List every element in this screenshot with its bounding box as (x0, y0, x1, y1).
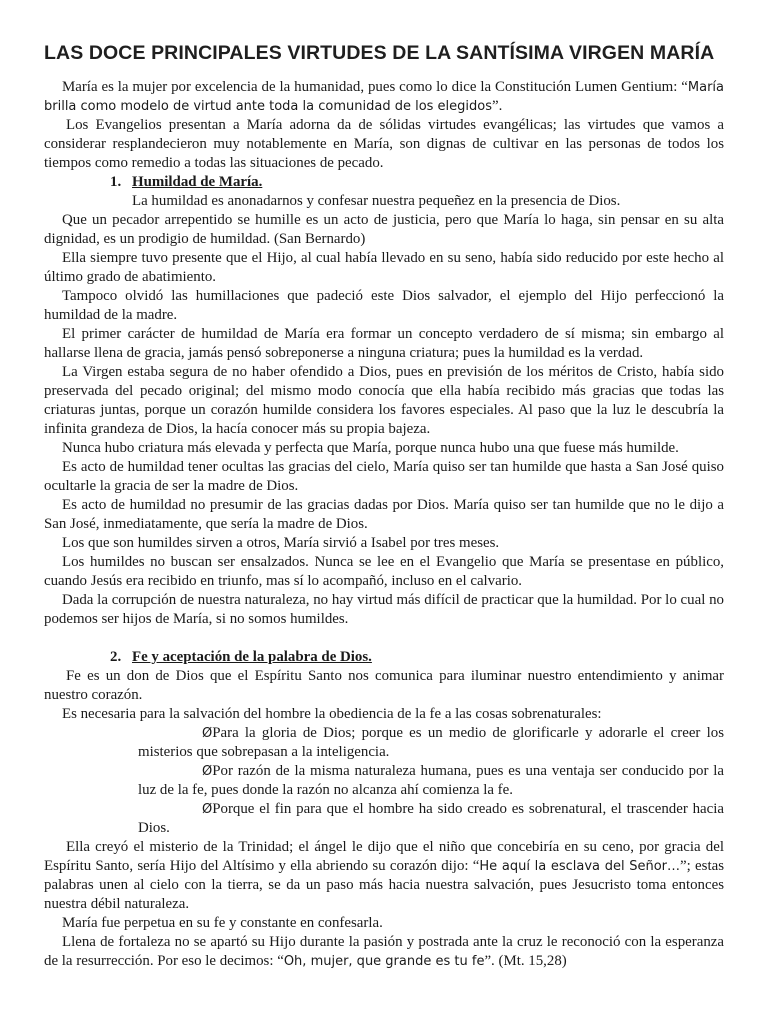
intro-paragraph-2: Los Evangelios presentan a María adorna da de sólidas virtudes evangélicas; las virtudes que vamos a considerar resplandecieron muy notablemente en María, son dignas de cultivar en las personas de todos los tiempos como remedio a todas las situaciones de pecado. (44, 117, 724, 171)
document-title: LAS DOCE PRINCIPALES VIRTUDES DE LA SANTÍSIMA VIRGEN MARÍA (44, 42, 715, 64)
section-1-number: 1. (110, 174, 122, 190)
section-1-title: Humildad de María. (132, 174, 263, 190)
section-1-paragraph: Dada la corrupción de nuestra naturaleza, no hay virtud más difícil de practicar que la humildad. Por lo cual no podemos ser hijos de María, si no somos humildes. (44, 592, 724, 627)
section-1-paragraph: Ella siempre tuvo presente que el Hijo, al cual había llevado en su seno, había sido reducido por este hecho al último grado de abatimiento. (44, 250, 724, 285)
section-1-heading (110, 173, 724, 192)
section-2-paragraph: María fue perpetua en su fe y constante en confesarla. (62, 915, 383, 931)
section-1-paragraph: Tampoco olvidó las humillaciones que padeció este Dios salvador, el ejemplo del Hijo perfeccionó la humildad de la madre. (44, 288, 724, 323)
arrow-bullet-icon: Ø (202, 802, 213, 817)
section-2-number: 2. (110, 649, 122, 665)
section-1-paragraph: Los que son humildes sirven a otros, María sirvió a Isabel por tres meses. (62, 535, 500, 551)
section-2-heading (110, 648, 724, 667)
section-spacer (44, 629, 724, 648)
bullet-text: Para la gloria de Dios; porque es un medio de glorificarle y adorarle el creer los misterios que sobrepasan a la inteligencia. (138, 725, 724, 760)
section-1-paragraph: Los humildes no buscan ser ensalzados. Nunca se lee en el Evangelio que María se presentase en público, cuando Jesús era recibido en triunfo, mas sí lo acompañó, incluso en el calvario. (44, 554, 724, 589)
quote-text: He aquí la esclava del Señor… (479, 859, 681, 874)
section-1-paragraph: Nunca hubo criatura más elevada y perfecta que María, porque nunca hubo una que fuese más humilde. (62, 440, 679, 456)
document-body (44, 78, 724, 971)
section-1-paragraph: Es acto de humildad tener ocultas las gracias del cielo, María quiso ser tan humilde que hasta a San José quiso ocultarle la gracia de ser la madre de Dios. (44, 459, 724, 494)
intro-quote: María brilla como modelo de virtud ante toda la comunidad de los elegidos (44, 80, 724, 114)
section-2-paragraph: Fe es un don de Dios que el Espíritu Santo nos comunica para iluminar nuestro entendimiento y animar nuestro corazón. (44, 668, 724, 703)
section-1-paragraph: El primer carácter de humildad de María era formar un concepto verdadero de sí misma; sin embargo al hallarse llena de gracia, jamás pensó sobreponerse a ninguna criatura; pues la humildad es la verdad. (44, 326, 724, 361)
paragraph-text: Llena de fortaleza no se apartó su Hijo durante la pasión y postrada ante la cruz le reconoció con la esperanza de la resurrección. Por eso le decimos: “ (44, 934, 724, 969)
bullet-item (138, 800, 724, 838)
bullet-item (138, 724, 724, 762)
section-1-paragraph: Es acto de humildad no presumir de las gracias dadas por Dios. María quiso ser tan humilde que no le dijo a San José, inmediatamente, que sería la madre de Dios. (44, 497, 724, 532)
intro-text: María es la mujer por excelencia de la humanidad, pues como lo dice la Constitución Lumen Gentium: “ (62, 79, 688, 95)
arrow-bullet-icon: Ø (202, 726, 213, 741)
intro-paragraph-1 (44, 78, 724, 116)
section-2-paragraph (44, 838, 724, 914)
intro-text-end: ”. (492, 98, 503, 114)
bullet-text: Por razón de la misma naturaleza humana, pues es una ventaja ser conducido por la luz de la fe, pues donde la razón no alcanza ahí comienza la fe. (138, 763, 724, 798)
section-2-paragraph: Es necesaria para la salvación del hombre la obediencia de la fe a las cosas sobrenaturales: (62, 706, 602, 722)
section-2-title: Fe y aceptación de la palabra de Dios. (132, 649, 372, 665)
section-1-paragraph: La Virgen estaba segura de no haber ofendido a Dios, pues en previsión de los méritos de Cristo, había sido preservada del pecado original; del mismo modo conocía que ella había recibido más gracias que todas las criaturas juntas, porque un corazón humilde considera los favores especiales. Al paso que la luz le descubría la infinita grandeza de Dios, la hacía conocer más su propia bajeza. (44, 364, 724, 437)
bullet-text: Porque el fin para que el hombre ha sido creado es sobrenatural, el trascender hacia Dios. (138, 801, 724, 836)
bullet-item (138, 762, 724, 800)
arrow-bullet-icon: Ø (202, 764, 213, 779)
quote-text: Oh, mujer, que grande es tu fe (283, 954, 485, 969)
paragraph-text: ”; estas palabras unen al cielo con la tierra, se da un paso más hacia nuestra salvación, pues Jesucristo toma entonces nuestra débil naturaleza. (44, 858, 724, 912)
section-1-paragraph: La humildad es anonadarnos y confesar nuestra pequeñez en la presencia de Dios. (132, 193, 621, 209)
paragraph-text: Ella creyó el misterio de la Trinidad; el ángel le dijo que el niño que concebiría en su ceno, por gracia del Espíritu Santo, sería Hijo del Altísimo y ella abriendo su corazón dijo: “ (44, 839, 724, 874)
section-1-paragraph: Que un pecador arrepentido se humille es un acto de justicia, pero que María lo haga, sin pensar en su alta dignidad, es un prodigio de humildad. (San Bernardo) (44, 212, 724, 247)
paragraph-text: ”. (Mt. 15,28) (484, 953, 567, 969)
section-2-paragraph (44, 933, 724, 971)
